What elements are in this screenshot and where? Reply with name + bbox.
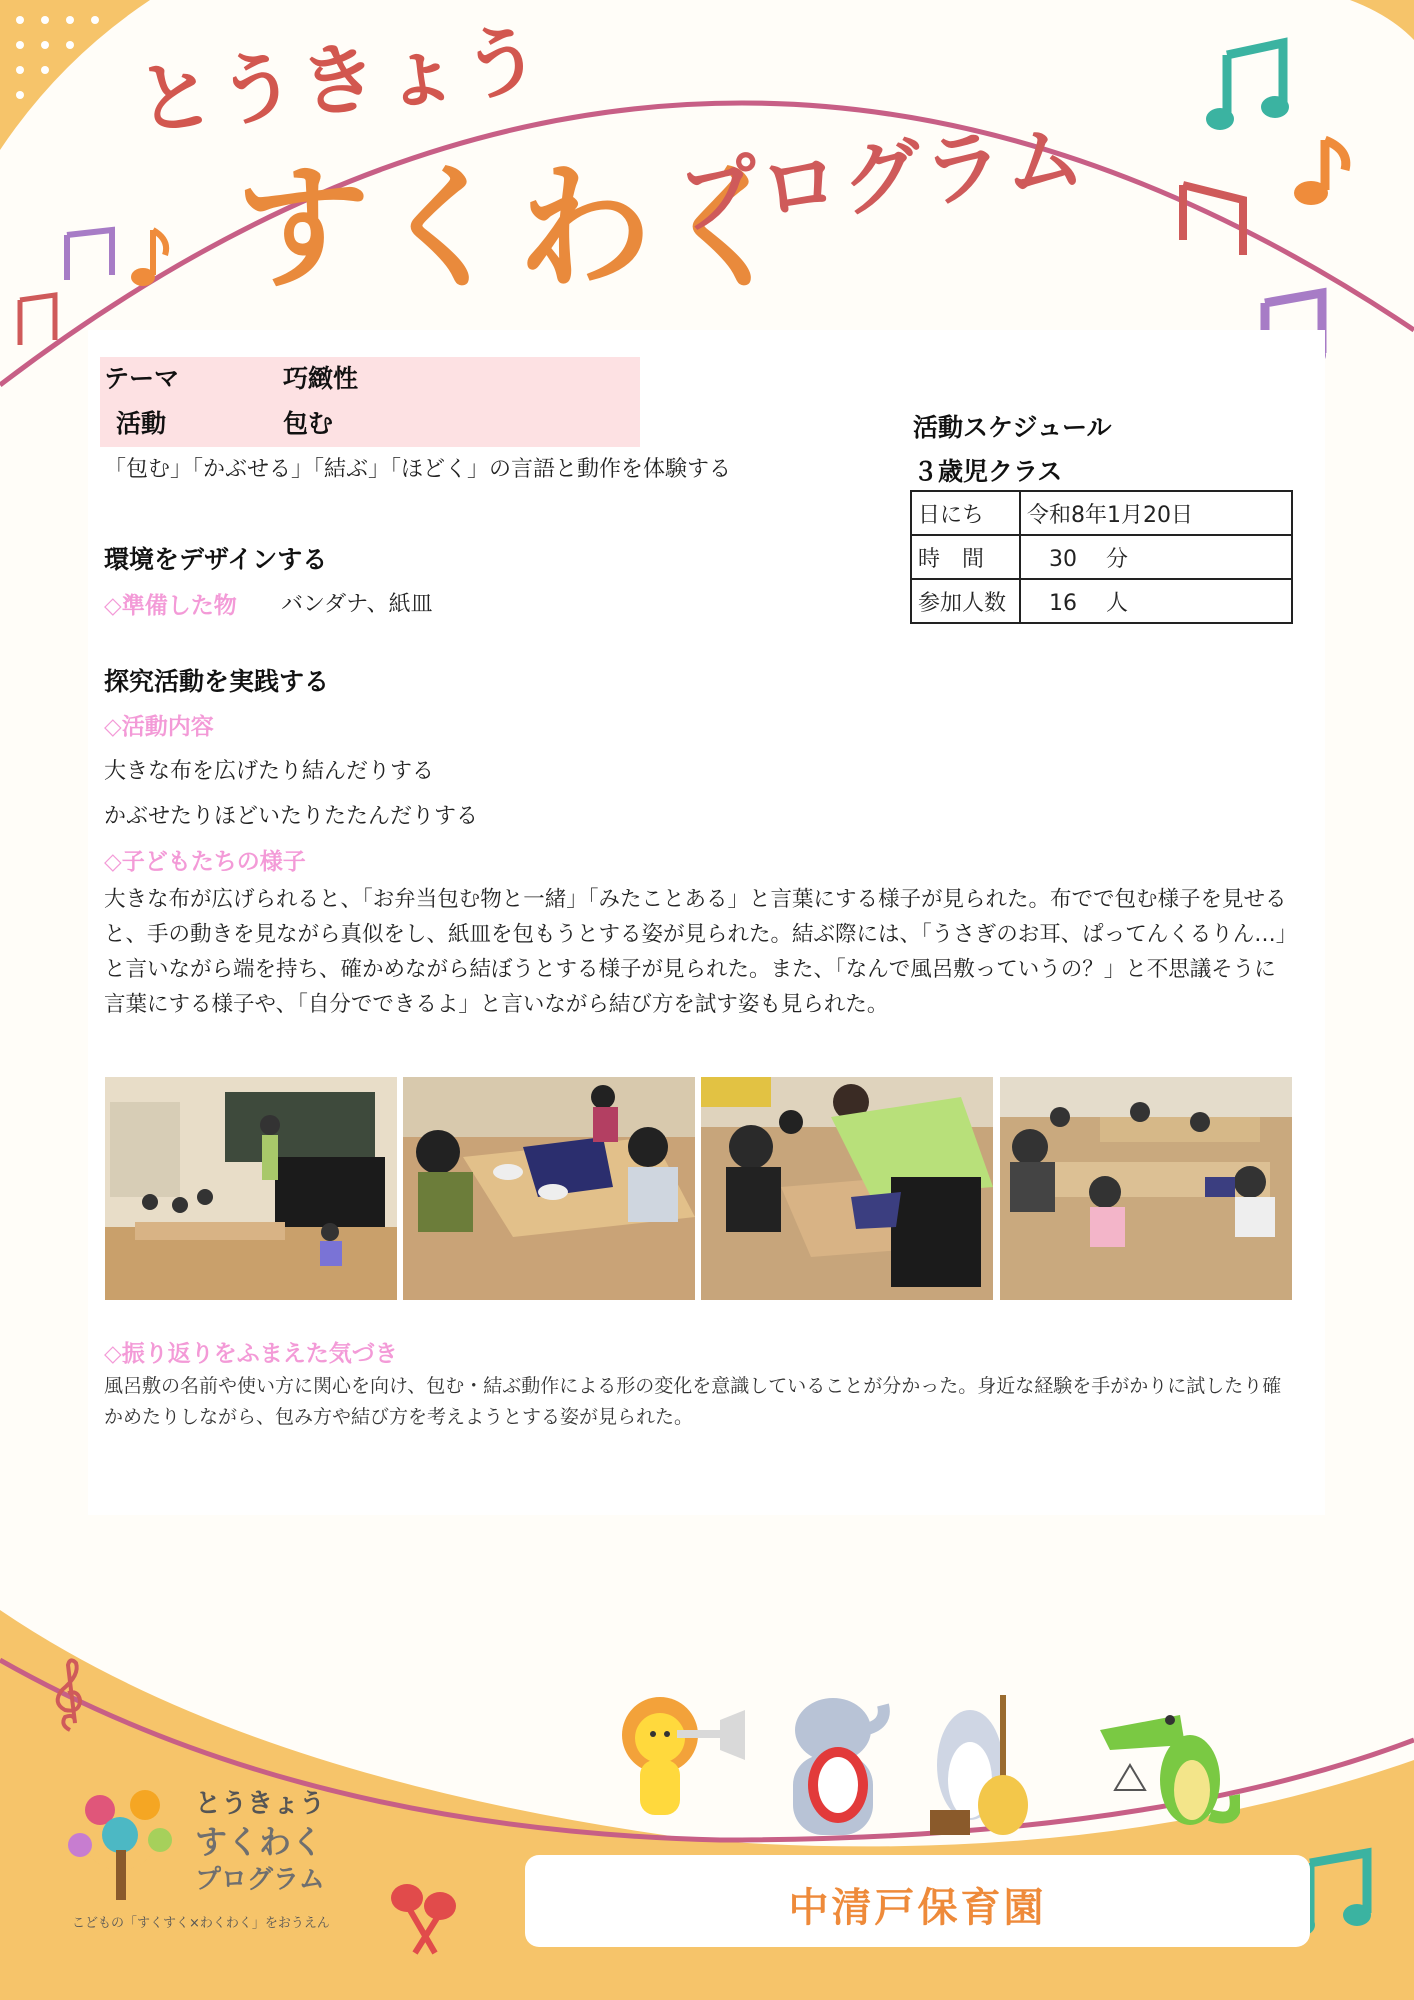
crocodile-triangle-illustration [1100,1695,1240,1840]
class-name: ３歳児クラス [913,457,1063,486]
activity-photo [403,1077,695,1300]
inquiry-heading: 探究活動を実践する [104,667,330,696]
schedule-value: 30 分 [1020,535,1292,579]
logo-line1: とうきょう [195,1789,326,1819]
prepared-value: バンダナ、紙皿 [281,592,433,617]
logo-line3: プログラム [195,1865,325,1895]
environment-heading: 環境をデザインする [104,545,328,574]
music-note-icon [1275,135,1360,215]
title-sub: プログラム [673,110,1091,246]
activity-value: 包む [283,409,334,438]
schedule-key: 参加人数 [911,579,1020,623]
logo-line2: すくわく [195,1823,324,1861]
prepared-label: ◇準備した物 [104,593,237,619]
table-row [911,491,1292,535]
activity-photo [105,1077,397,1300]
theme-label: テーマ [104,364,180,393]
schedule-value: 令和8年1月20日 [1020,491,1292,535]
music-note-icon [1168,170,1258,270]
children-label: ◇子どもたちの様子 [104,849,306,875]
content-line: 大きな布を広げたり結んだりする [104,759,435,784]
theme-box [100,357,640,447]
content-label: ◇活動内容 [104,714,214,740]
schedule-table [910,490,1293,624]
maracas-icon [385,1878,465,1958]
penguin-bass-illustration [925,1690,1040,1840]
elephant-drum-illustration [778,1695,898,1845]
theme-value: 巧緻性 [283,364,359,393]
program-logo-tree-icon [60,1775,195,1905]
logo-tagline: こどもの「すくすく×わくわく」をおうえん [72,1916,330,1931]
reflection-label: ◇振り返りをふまえた気づき [104,1341,398,1367]
logo-text [195,1785,325,1899]
reflection-text: 風呂敷の名前や使い方に関心を向け、包む・結ぶ動作による形の変化を意識していることが分かった。身近な経験を手がかりに試したり確かめたりしながら、包み方や結び方を考えようとする姿が見られた。 [104,1375,1282,1428]
school-name: 中清戸保育園 [788,1885,1047,1931]
lion-trumpet-illustration [615,1690,750,1835]
title-top: とうきょう [131,15,550,148]
schedule-value: 16 人 [1020,579,1292,623]
treble-clef-icon [50,1655,90,1735]
schedule-key: 時 間 [911,535,1020,579]
schedule-heading: 活動スケジュール [913,413,1112,442]
schedule-key: 日にち [911,491,1020,535]
children-text: 大きな布が広げられると、「お弁当包む物と一緒」「みたことある」と言葉にする様子が見られた。布でで包む様子を見せると、手の動きを見ながら真似をし、紙皿を包もうとする姿が見られた。結ぶ際には、「うさぎのお耳、ぱってんくるりん…」と言いながら端を持ち、確かめながら結ぼうとする様子が見られた。また、「なんで風呂敷っていうの？」と不思議そうに言葉にする様子や、「自分でできるよ」と言いながら結び方を試す姿も見られた。 [104,887,1287,1017]
activity-photo [701,1077,993,1300]
table-row [911,535,1292,579]
theme-description: 「包む」「かぶせる」「結ぶ」「ほどく」の言語と動作を体験する [104,457,732,482]
activity-label: 活動 [116,409,167,438]
table-row [911,579,1292,623]
activity-photo [1000,1077,1292,1300]
title-main: すくわく [235,150,799,307]
content-line: かぶせたりほどいたりたたんだりする [104,804,479,829]
music-note-icon [10,285,70,355]
music-note-icon [1205,35,1290,135]
music-note-icon [125,225,175,295]
